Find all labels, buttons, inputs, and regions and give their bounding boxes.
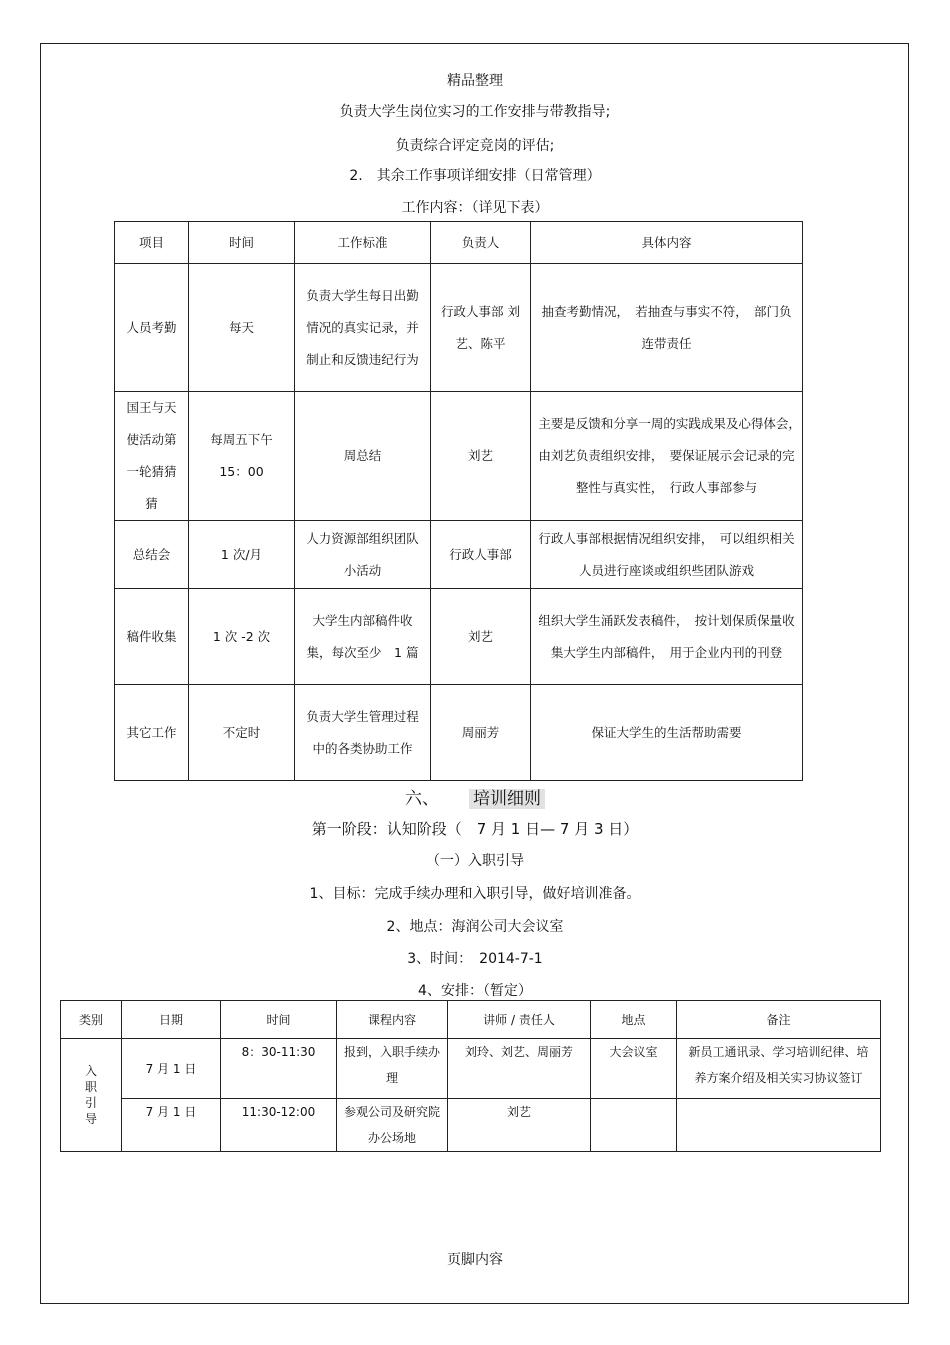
table-row	[115, 264, 803, 392]
cell-date: 7 月 1 日	[122, 1039, 221, 1099]
cell-owner: 刘艺	[431, 392, 531, 521]
intro-line-3: 2. 其余工作事项详细安排（日常管理）	[349, 168, 601, 184]
cell-course: 参观公司及研究院办公场地	[337, 1099, 448, 1152]
cell-course: 报到，入职手续办理	[337, 1039, 448, 1099]
cell-content: 组织大学生涌跃发表稿件， 按计划保质保量收集大学生内部稿件， 用于企业内刊的刊登	[531, 589, 803, 685]
cell-standard: 大学生内部稿件收集，每次至少 1 篇	[295, 589, 431, 685]
cell-owner: 行政人事部	[431, 521, 531, 589]
cell-time: 每天	[189, 264, 295, 392]
col-header: 具体内容	[531, 222, 803, 264]
cell-note: 新员工通讯录、学习培训纪律、培养方案介绍及相关实习协议签订	[677, 1039, 881, 1099]
cell-item: 稿件收集	[115, 589, 189, 685]
cell-place: 大会议室	[591, 1039, 677, 1099]
col-header: 工作标准	[295, 222, 431, 264]
cell-standard: 负责大学生管理过程中的各类协助工作	[295, 685, 431, 781]
col-header: 类别	[61, 1001, 122, 1039]
col-header: 负责人	[431, 222, 531, 264]
cell-place	[591, 1099, 677, 1152]
page-header: 精品整理	[447, 73, 503, 89]
page-footer: 页脚内容	[447, 1252, 503, 1268]
subsection-title: （一）入职引导	[426, 853, 524, 869]
section-title: 培训细则	[469, 789, 545, 809]
arrangement-line: 4、安排：（暂定）	[418, 983, 532, 999]
cell-content: 主要是反馈和分享一周的实践成果及心得体会， 由刘艺负责组织安排， 要保证展示会记录的完整性与真实性， 行政人事部参与	[531, 392, 803, 521]
cell-content: 保证大学生的生活帮助需要	[531, 685, 803, 781]
table-header-row	[61, 1001, 881, 1039]
table-row	[115, 685, 803, 781]
cell-time: 1 次 -2 次	[189, 589, 295, 685]
cell-item: 国王与天使活动第一轮猜猜猜	[115, 392, 189, 521]
col-header: 项目	[115, 222, 189, 264]
intro-line-1: 负责大学生岗位实习的工作安排与带教指导;	[339, 104, 611, 120]
cell-owner: 刘艺	[431, 589, 531, 685]
time-line: 3、时间： 2014-7-1	[407, 951, 543, 967]
intro-line-2: 负责综合评定竞岗的评估;	[395, 138, 555, 154]
cell-category	[61, 1039, 122, 1152]
cell-item: 人员考勤	[115, 264, 189, 392]
cell-time: 1 次/月	[189, 521, 295, 589]
table-row	[115, 589, 803, 685]
section-number: 六、	[405, 789, 439, 809]
cell-content: 行政人事部根据情况组织安排， 可以组织相关人员进行座谈或组织些团队游戏	[531, 521, 803, 589]
category-text: 入职引导	[84, 1064, 97, 1126]
col-header: 备注	[677, 1001, 881, 1039]
cell-time: 不定时	[189, 685, 295, 781]
cell-standard: 周总结	[295, 392, 431, 521]
col-header: 地点	[591, 1001, 677, 1039]
cell-note	[677, 1099, 881, 1152]
cell-lecturer: 刘艺	[448, 1099, 591, 1152]
cell-time: 每周五下午 15：00	[189, 392, 295, 521]
stage-line: 第一阶段：认知阶段（ 7 月 1 日— 7 月 3 日）	[311, 820, 639, 838]
goal-line: 1、目标：完成手续办理和入职引导，做好培训准备。	[309, 886, 641, 902]
cell-standard: 人力资源部组织团队小活动	[295, 521, 431, 589]
cell-lecturer: 刘玲、刘艺、周丽芳	[448, 1039, 591, 1099]
col-header: 时间	[189, 222, 295, 264]
cell-item: 其它工作	[115, 685, 189, 781]
cell-content: 抽查考勤情况， 若抽查与事实不符， 部门负连带责任	[531, 264, 803, 392]
cell-time: 11:30-12:00	[221, 1099, 337, 1152]
cell-date: 7 月 1 日	[122, 1099, 221, 1152]
table-row	[115, 392, 803, 521]
table-header-row	[115, 222, 803, 264]
cell-owner: 周丽芳	[431, 685, 531, 781]
table-row	[115, 521, 803, 589]
col-header: 课程内容	[337, 1001, 448, 1039]
table-row	[61, 1099, 881, 1152]
col-header: 时间	[221, 1001, 337, 1039]
table-row	[61, 1039, 881, 1099]
col-header: 日期	[122, 1001, 221, 1039]
section-heading	[0, 784, 950, 809]
location-line: 2、地点：海润公司大会议室	[386, 919, 564, 935]
training-schedule-table	[60, 1000, 881, 1152]
col-header: 讲师 / 责任人	[448, 1001, 591, 1039]
intro-line-4: 工作内容：（详见下表）	[401, 200, 549, 216]
work-schedule-table	[114, 221, 808, 781]
cell-item: 总结会	[115, 521, 189, 589]
cell-owner: 行政人事部 刘艺、陈平	[431, 264, 531, 392]
cell-standard: 负责大学生每日出勤情况的真实记录，并制止和反馈违纪行为	[295, 264, 431, 392]
cell-time: 8：30-11:30	[221, 1039, 337, 1099]
